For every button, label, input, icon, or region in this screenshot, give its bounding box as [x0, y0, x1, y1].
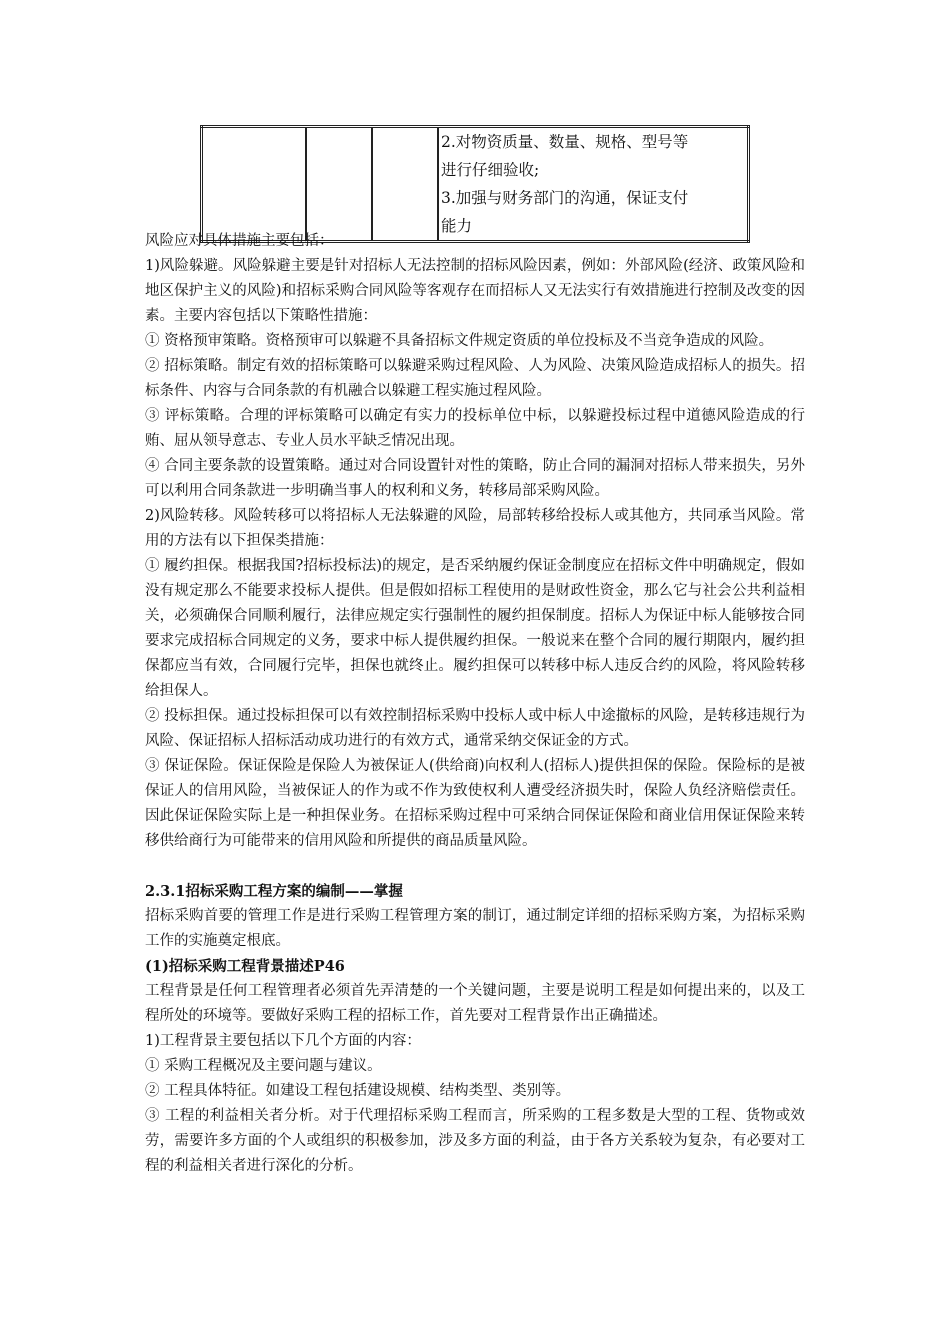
table-cell-line: 3.加强与财务部门的沟通，保证支付	[441, 189, 689, 207]
table-cell-line: 2.对物资质量、数量、规格、型号等	[441, 133, 689, 151]
table-cell-empty	[306, 127, 372, 242]
paragraph: ① 采购工程概况及主要问题与建议。	[145, 1058, 382, 1074]
table-cell-line: 进行仔细验收;	[441, 161, 540, 179]
section-intro: 招标采购首要的管理工作是进行采购工程管理方案的制订，通过制定详细的招标采购方案，为招标采购工作的实施奠定根底。	[145, 908, 805, 949]
paragraph: ② 招标策略。制定有效的招标策略可以躲避采购过程风险、人为风险、决策风险造成招标人的损失。招标条件、内容与合同条款的有机融合以躲避工程实施过程风险。	[145, 358, 805, 399]
paragraph: 2)风险转移。风险转移可以将招标人无法躲避的风险，局部转移给投标人或其他方，共同承当风险。常用的方法有以下担保类措施：	[145, 508, 805, 549]
body-text	[145, 229, 805, 1179]
risk-measures-table	[200, 125, 750, 243]
paragraph: 工程背景是任何工程管理者必须首先弄清楚的一个关键问题，主要是说明工程是如何提出来的，以及工程所处的环境等。要做好采购工程的招标工作，首先要对工程背景作出正确描述。	[145, 983, 805, 1024]
table-cell-line: 能力	[441, 217, 473, 235]
table-cell-measures	[438, 127, 749, 242]
paragraph: 1)风险躲避。风险躲避主要是针对招标人无法控制的招标风险因素，例如：外部风险(经济、政策风险和地区保护主义的风险)和招标采购合同风险等客观存在而招标人又无法实行有效措施进行控制及改变的因素。主要内容包括以下策略性措施：	[145, 258, 805, 324]
paragraph: ① 资格预审策略。资格预审可以躲避不具备招标文件规定资质的单位投标及不当竞争造成的风险。	[145, 333, 774, 349]
paragraph: 1)工程背景主要包括以下几个方面的内容：	[145, 1033, 421, 1049]
paragraph: ③ 评标策略。合理的评标策略可以确定有实力的投标单位中标，以躲避投标过程中道德风险造成的行贿、屈从领导意志、专业人员水平缺乏情况出现。	[145, 408, 805, 449]
table-cell-empty	[202, 127, 307, 242]
table-row	[202, 127, 749, 242]
paragraph: ③ 工程的利益相关者分析。对于代理招标采购工程而言，所采购的工程多数是大型的工程、货物或效劳，需要许多方面的个人或组织的积极参加，涉及多方面的利益，由于各方关系较为复杂，有必要对工程的利益相关者进行深化的分析。	[145, 1108, 805, 1174]
section-subheading: (1)招标采购工程背景描述P46	[145, 958, 345, 975]
section-heading: 2.3.1招标采购工程方案的编制——掌握	[145, 883, 403, 900]
paragraph: ① 履约担保。根据我国?招标投标法)的规定，是否采纳履约保证金制度应在招标文件中明确规定，假如没有规定那么不能要求投标人提供。但是假如招标工程使用的是财政性资金，那么它与社会公共利益相关，必须确保合同顺利履行，法律应规定实行强制性的履约担保制度。招标人为保证中标人能够按合同要求完成招标合同规定的义务，要求中标人提供履约担保。一般说来在整个合同的履行期限内，履约担保都应当有效，合同履行完毕，担保也就终止。履约担保可以转移中标人违反合约的风险，将风险转移给担保人。	[145, 558, 805, 699]
paragraph: ② 工程具体特征。如建设工程包括建设规模、结构类型、类别等。	[145, 1083, 571, 1099]
paragraph: 风险应对具体措施主要包括：	[145, 233, 334, 249]
paragraph: ② 投标担保。通过投标担保可以有效控制招标采购中投标人或中标人中途撤标的风险，是转移违规行为风险、保证招标人招标活动成功进行的有效方式，通常采纳交保证金的方式。	[145, 708, 805, 749]
paragraph: ③ 保证保险。保证保险是保险人为被保证人(供给商)向权利人(招标人)提供担保的保险。保险标的是被保证人的信用风险，当被保证人的作为或不作为致使权利人遭受经济损失时，保险人负经济赔偿责任。因此保证保险实际上是一种担保业务。在招标采购过程中可采纳合同保证保险和商业信用保证保险来转移供给商行为可能带来的信用风险和所提供的商品质量风险。	[145, 758, 805, 849]
paragraph: ④ 合同主要条款的设置策略。通过对合同设置针对性的策略，防止合同的漏洞对招标人带来损失，另外可以利用合同条款进一步明确当事人的权利和义务，转移局部采购风险。	[145, 458, 805, 499]
table-cell-empty	[372, 127, 438, 242]
spacer	[145, 854, 805, 879]
